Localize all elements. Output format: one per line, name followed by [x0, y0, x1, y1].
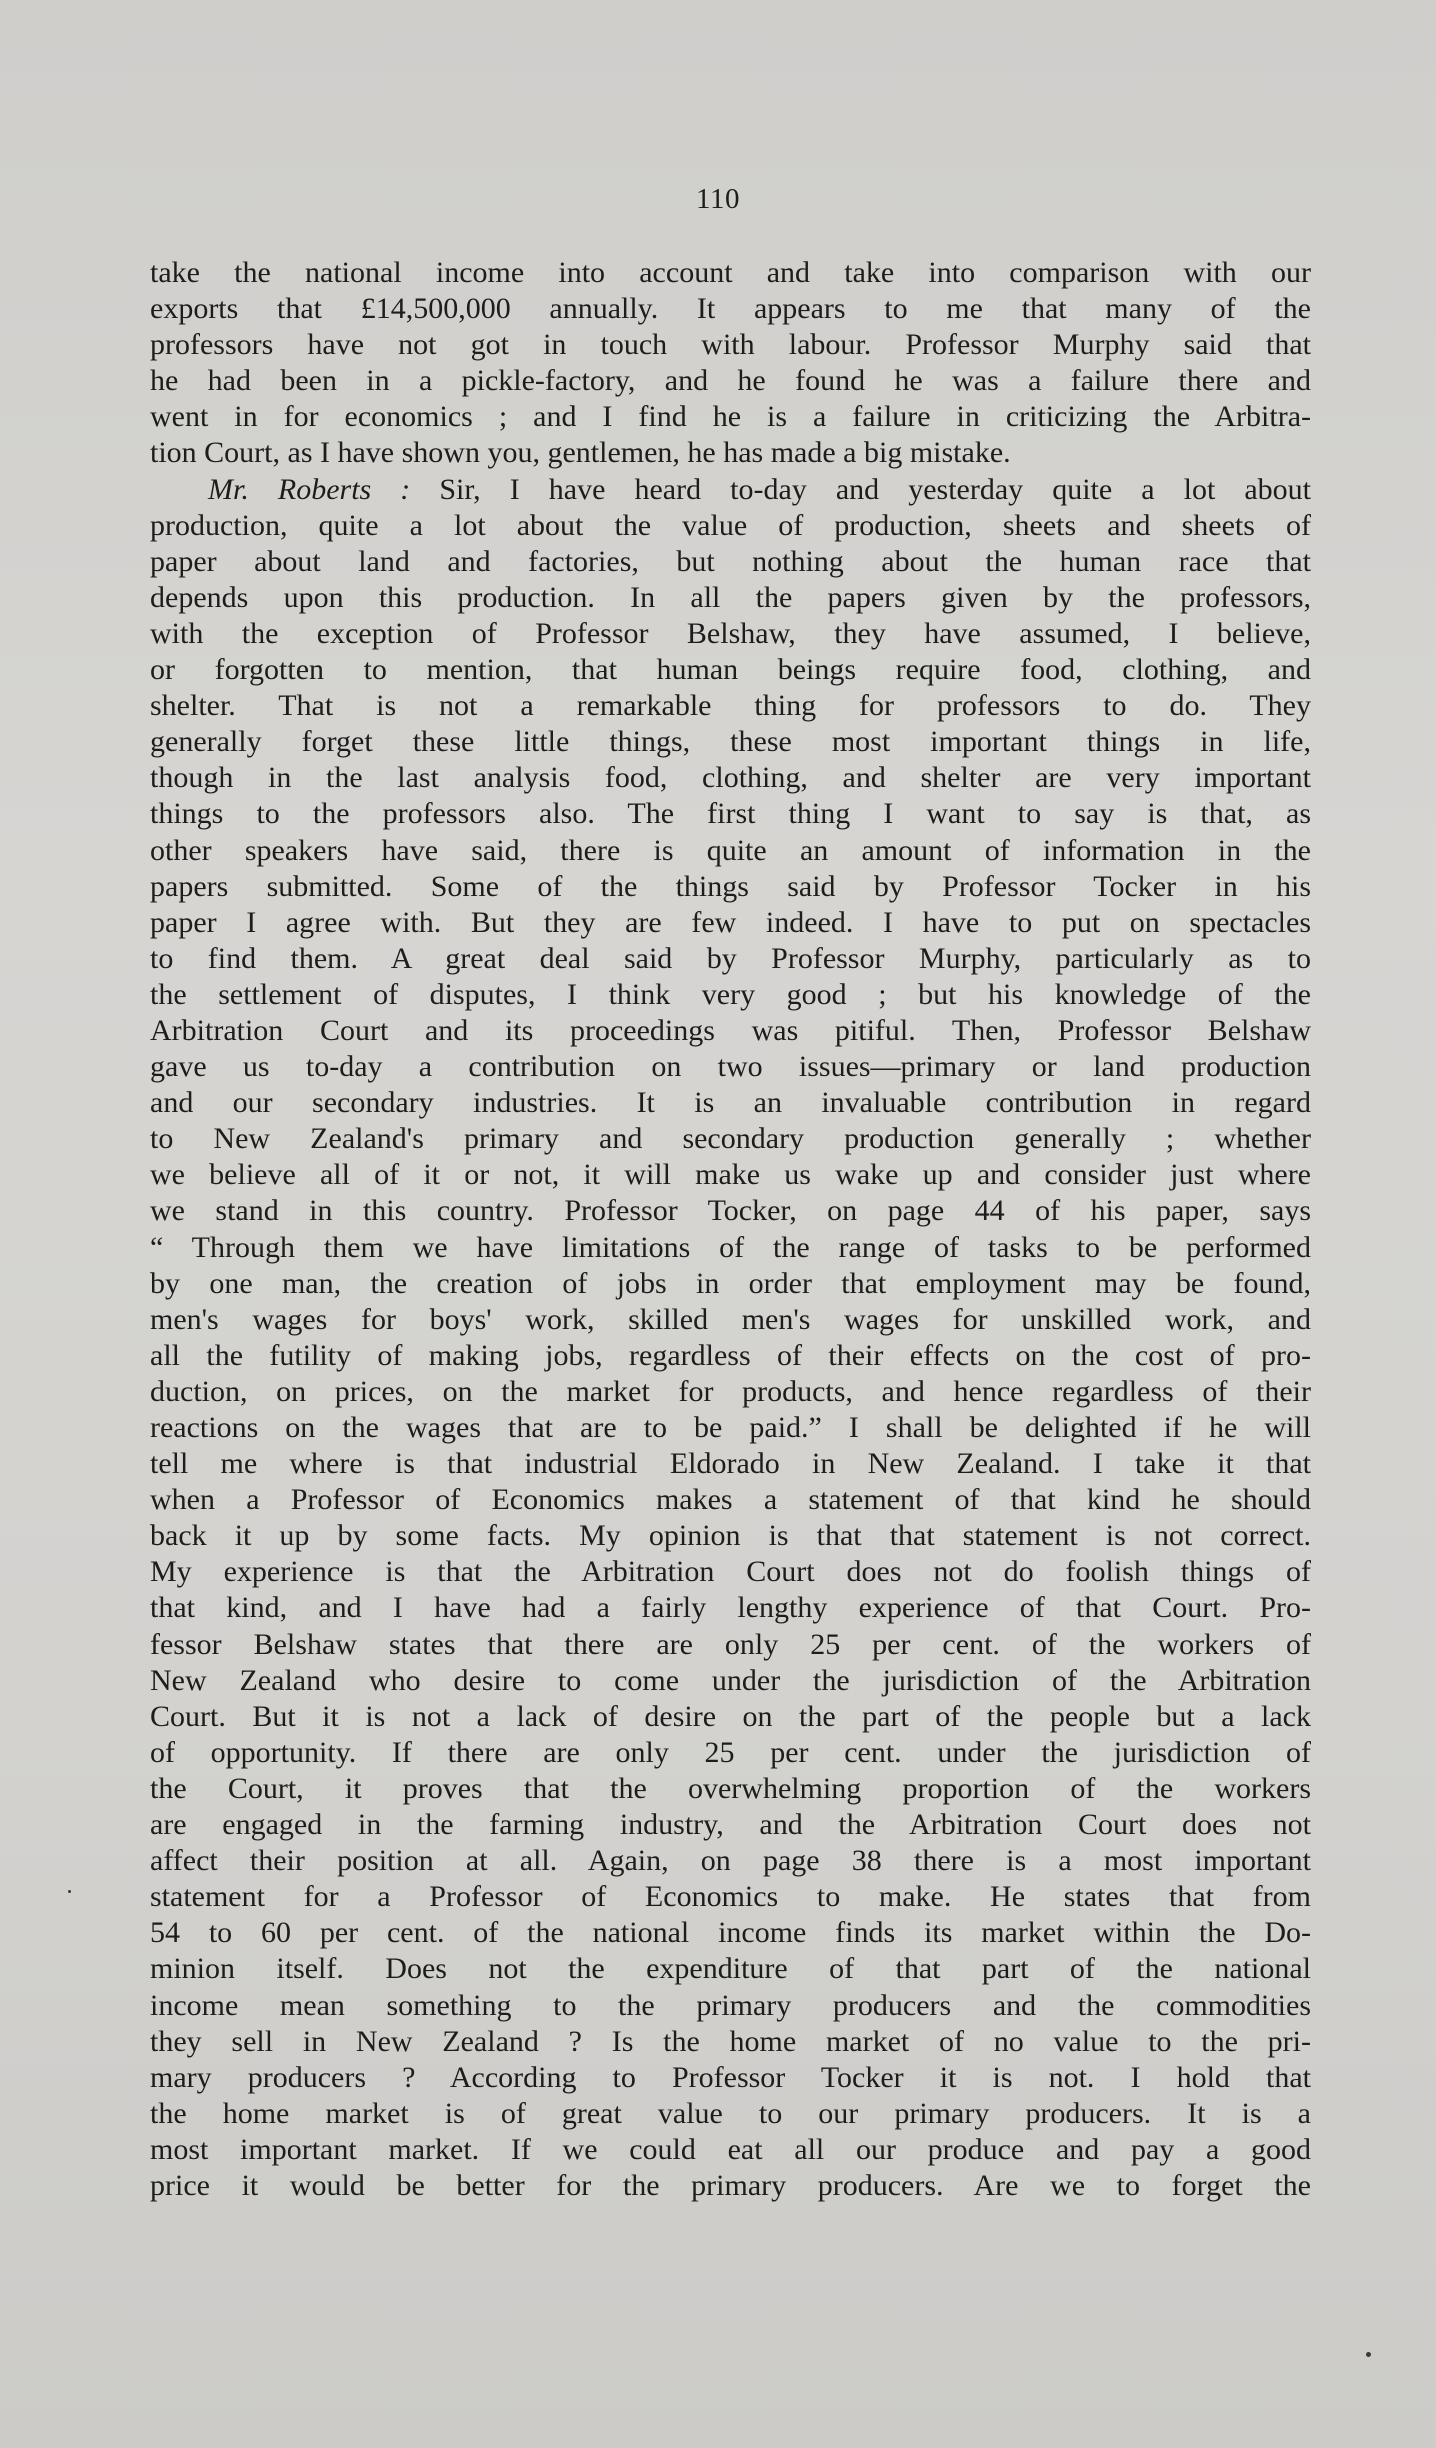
text-line: paper about land and factories, but nothing about the human race that [150, 544, 1311, 578]
paper-speck [68, 1890, 71, 1893]
text-line: most important market. If we could eat all our produce and pay a good [150, 2132, 1311, 2166]
text-line: Arbitration Court and its proceedings was pitiful. Then, Professor Belshaw [150, 1013, 1311, 1047]
text-line: shelter. That is not a remarkable thing for professors to do. They [150, 689, 1311, 723]
text-line: and our secondary industries. It is an invaluable contribution in regard [150, 1086, 1311, 1120]
text-line: that kind, and I have had a fairly lengthy experience of that Court. Pro- [150, 1591, 1311, 1625]
text-line: statement for a Professor of Economics to make. He states that from [150, 1880, 1311, 1914]
text-line: Court. But it is not a lack of desire on the part of the people but a lack [150, 1699, 1311, 1733]
text-line: men's wages for boys' work, skilled men's wages for unskilled work, and [150, 1302, 1311, 1336]
text-line: minion itself. Does not the expenditure of that part of the national [150, 1952, 1311, 1986]
text-line: back it up by some facts. My opinion is that that statement is not correct. [150, 1519, 1311, 1553]
text-line: went in for economics ; and I find he is a failure in criticizing the Arbitra- [150, 400, 1311, 434]
text-line: we believe all of it or not, it will make us wake up and consider just where [150, 1158, 1311, 1192]
text-line: though in the last analysis food, clothing, and shelter are very important [150, 761, 1311, 795]
text-line: or forgotten to mention, that human beings require food, clothing, and [150, 653, 1311, 687]
text-line: other speakers have said, there is quite an amount of information in the [150, 833, 1311, 867]
text-line: reactions on the wages that are to be paid.” I shall be delighted if he will [150, 1411, 1311, 1444]
text-line: the settlement of disputes, I think very good ; but his knowledge of the [150, 977, 1311, 1011]
text-line: they sell in New Zealand ? Is the home market of no value to the pri- [150, 2024, 1311, 2058]
body-text [150, 255, 1311, 2204]
text-line: to New Zealand's primary and secondary production generally ; whether [150, 1122, 1311, 1156]
page-number: 110 [696, 183, 740, 215]
paper-speck [1366, 2352, 1371, 2357]
text-line: 54 to 60 per cent. of the national income finds its market within the Do- [150, 1916, 1311, 1950]
text-line: exports that £14,500,000 annually. It appears to me that many of the [150, 292, 1311, 326]
text-line: Sir, I have heard to-day and yesterday quite a lot about [439, 472, 1312, 506]
text-line: we stand in this country. Professor Tocker, on page 44 of his paper, says [150, 1194, 1311, 1228]
text-line: he had been in a pickle-factory, and he found he was a failure there and [150, 364, 1311, 398]
text-line: when a Professor of Economics makes a statement of that kind he should [150, 1483, 1311, 1517]
text-line: affect their position at all. Again, on page 38 there is a most important [150, 1844, 1311, 1878]
text-line: with the exception of Professor Belshaw, they have assumed, I believe, [150, 616, 1311, 650]
speaker-paragraph-start [150, 472, 1311, 508]
text-line: professors have not got in touch with labour. Professor Murphy said that [150, 328, 1311, 362]
text-line: fessor Belshaw states that there are only 25 per cent. of the workers of [150, 1627, 1311, 1661]
text-line: things to the professors also. The first thing I want to say is that, as [150, 797, 1311, 831]
text-line: “ Through them we have limitations of the range of tasks to be performed [150, 1230, 1311, 1264]
text-line: price it would be better for the primary producers. Are we to forget the [150, 2168, 1311, 2202]
text-line: take the national income into account and take into comparison with our [150, 256, 1311, 289]
text-line: by one man, the creation of jobs in order that employment may be found, [150, 1266, 1311, 1300]
text-line: generally forget these little things, these most important things in life, [150, 725, 1311, 759]
text-line: to find them. A great deal said by Professor Murphy, particularly as to [150, 941, 1311, 975]
text-line: of opportunity. If there are only 25 per cent. under the jurisdiction of [150, 1735, 1311, 1769]
text-line: depends upon this production. In all the papers given by the professors, [150, 580, 1311, 614]
text-line: New Zealand who desire to come under the jurisdiction of the Arbitration [150, 1663, 1311, 1697]
text-line: income mean something to the primary producers and the commodities [150, 1988, 1311, 2022]
speaker-name: Mr. Roberts : [208, 472, 411, 506]
text-line: are engaged in the farming industry, and the Arbitration Court does not [150, 1808, 1311, 1842]
text-line: tion Court, as I have shown you, gentlemen, he has made a big mistake. [150, 436, 1011, 470]
text-line: paper I agree with. But they are few indeed. I have to put on spectacles [150, 905, 1311, 939]
text-line: duction, on prices, on the market for products, and hence regardless of their [150, 1374, 1311, 1408]
text-line: My experience is that the Arbitration Court does not do foolish things of [150, 1555, 1311, 1589]
text-line: all the futility of making jobs, regardless of their effects on the cost of pro- [150, 1338, 1311, 1372]
text-line: the home market is of great value to our primary producers. It is a [150, 2096, 1311, 2130]
text-line: production, quite a lot about the value of production, sheets and sheets of [150, 508, 1311, 542]
text-line: the Court, it proves that the overwhelming proportion of the workers [150, 1771, 1311, 1805]
text-line: mary producers ? According to Professor Tocker it is not. I hold that [150, 2060, 1311, 2094]
text-line: tell me where is that industrial Eldorado in New Zealand. I take it that [150, 1447, 1311, 1481]
text-line: gave us to-day a contribution on two issues—primary or land production [150, 1050, 1311, 1084]
text-line: papers submitted. Some of the things said by Professor Tocker in his [150, 869, 1311, 903]
